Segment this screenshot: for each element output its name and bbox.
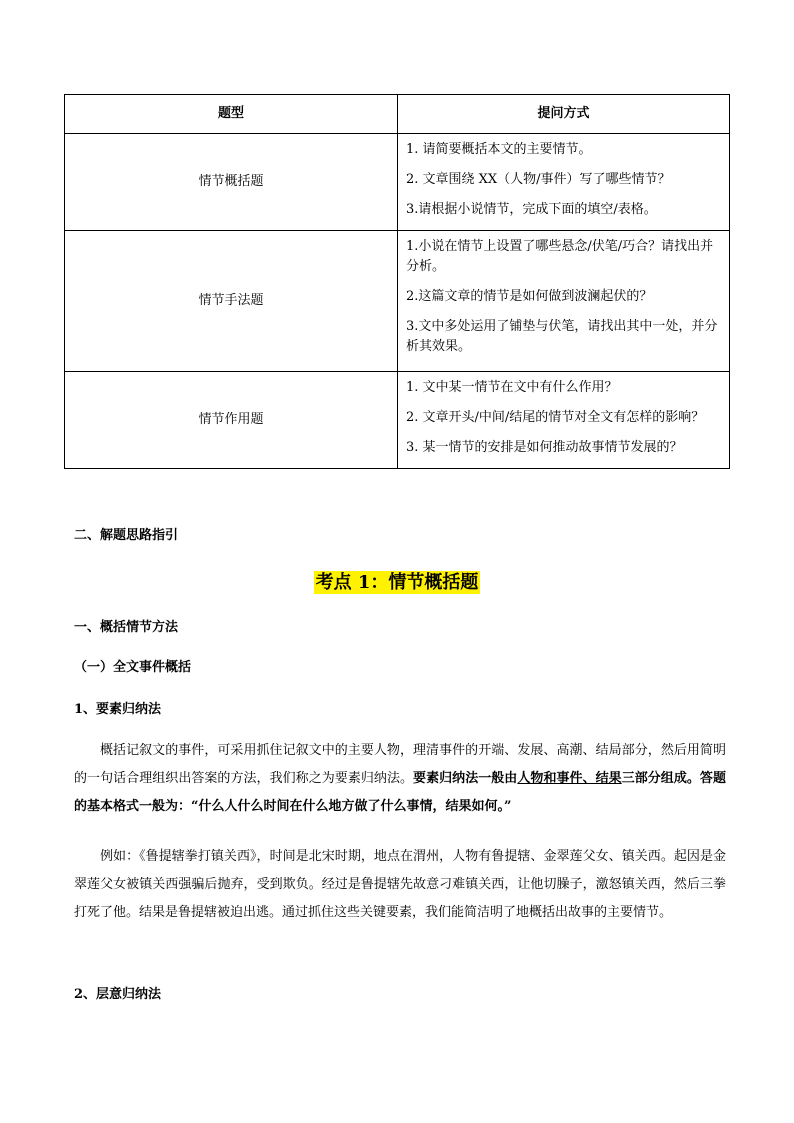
subheading-element-induction: 1、要素归纳法 [74, 702, 162, 717]
subheading-method: 一、概括情节方法 [74, 620, 179, 635]
paragraph-element-induction [74, 737, 726, 821]
header-question-type: 题型 [65, 95, 398, 134]
question-type-table [64, 94, 730, 469]
table-row [65, 231, 730, 372]
para-bold-text-2: 三部分组成。答题的基本格式一般为：“什么人什么时间在什么地方做了什么事情，结果如何。” [74, 771, 726, 814]
method-item: 1. 请简要概括本文的主要情节。 [406, 142, 592, 157]
row-type: 情节手法题 [65, 231, 398, 372]
para-normal-text: 概括记叙文的事件，可采用抓住记叙文中的主要人物，理清事件的开端、发展、高潮、结局部分，然后用简明的一句话合理组织出答案的方法，我们称之为要素归纳法。 [74, 743, 726, 786]
section-heading: 二、解题思路指引 [74, 528, 179, 543]
kaodian-title-wrap [0, 568, 794, 594]
row-type: 情节作用题 [65, 372, 398, 469]
table-header-row [65, 95, 730, 134]
row-methods [398, 231, 730, 372]
para-bold-text: 要素归纳法一般由 [413, 771, 518, 786]
row-methods [398, 372, 730, 469]
header-question-method: 提问方式 [398, 95, 730, 134]
para-underlined-text: 人物和事件、结果 [517, 771, 622, 786]
table-row [65, 134, 730, 231]
row-methods [398, 134, 730, 231]
subheading-full-text: （一）全文事件概括 [74, 660, 192, 675]
method-item: 1.小说在情节上设置了哪些悬念/伏笔/巧合？请找出并分析。 [406, 239, 714, 274]
method-item: 3.请根据小说情节，完成下面的填空/表格。 [406, 202, 657, 217]
table-row [65, 372, 730, 469]
method-item: 3.文中多处运用了铺垫与伏笔，请找出其中一处，并分析其效果。 [406, 319, 718, 354]
subheading-layer-induction: 2、层意归纳法 [74, 987, 162, 1002]
method-item: 2.这篇文章的情节是如何做到波澜起伏的？ [406, 289, 653, 304]
method-item: 1. 文中某一情节在文中有什么作用？ [406, 380, 618, 395]
kaodian-title: 考点 1：情节概括题 [315, 572, 479, 593]
paragraph-example: 例如：《鲁提辖拳打镇关西》，时间是北宋时期，地点在渭州，人物有鲁提辖、金翠莲父女、镇关西。起因是金翠莲父女被镇关西强骗后抛弃，受到欺负。经过是鲁提辖先故意刁难镇关西，让他切臊子，激怒镇关西，然后三拳打死了他。结果是鲁提辖被迫出逃。通过抓住这些关键要素，我们能简洁明了地概括出故事的主要情节。 [74, 849, 726, 920]
method-item: 2. 文章开头/中间/结尾的情节对全文有怎样的影响？ [406, 410, 705, 425]
row-type: 情节概括题 [65, 134, 398, 231]
method-item: 2. 文章围绕 XX（人物/事件）写了哪些情节？ [406, 172, 671, 187]
method-item: 3. 某一情节的安排是如何推动故事情节发展的？ [406, 440, 683, 455]
